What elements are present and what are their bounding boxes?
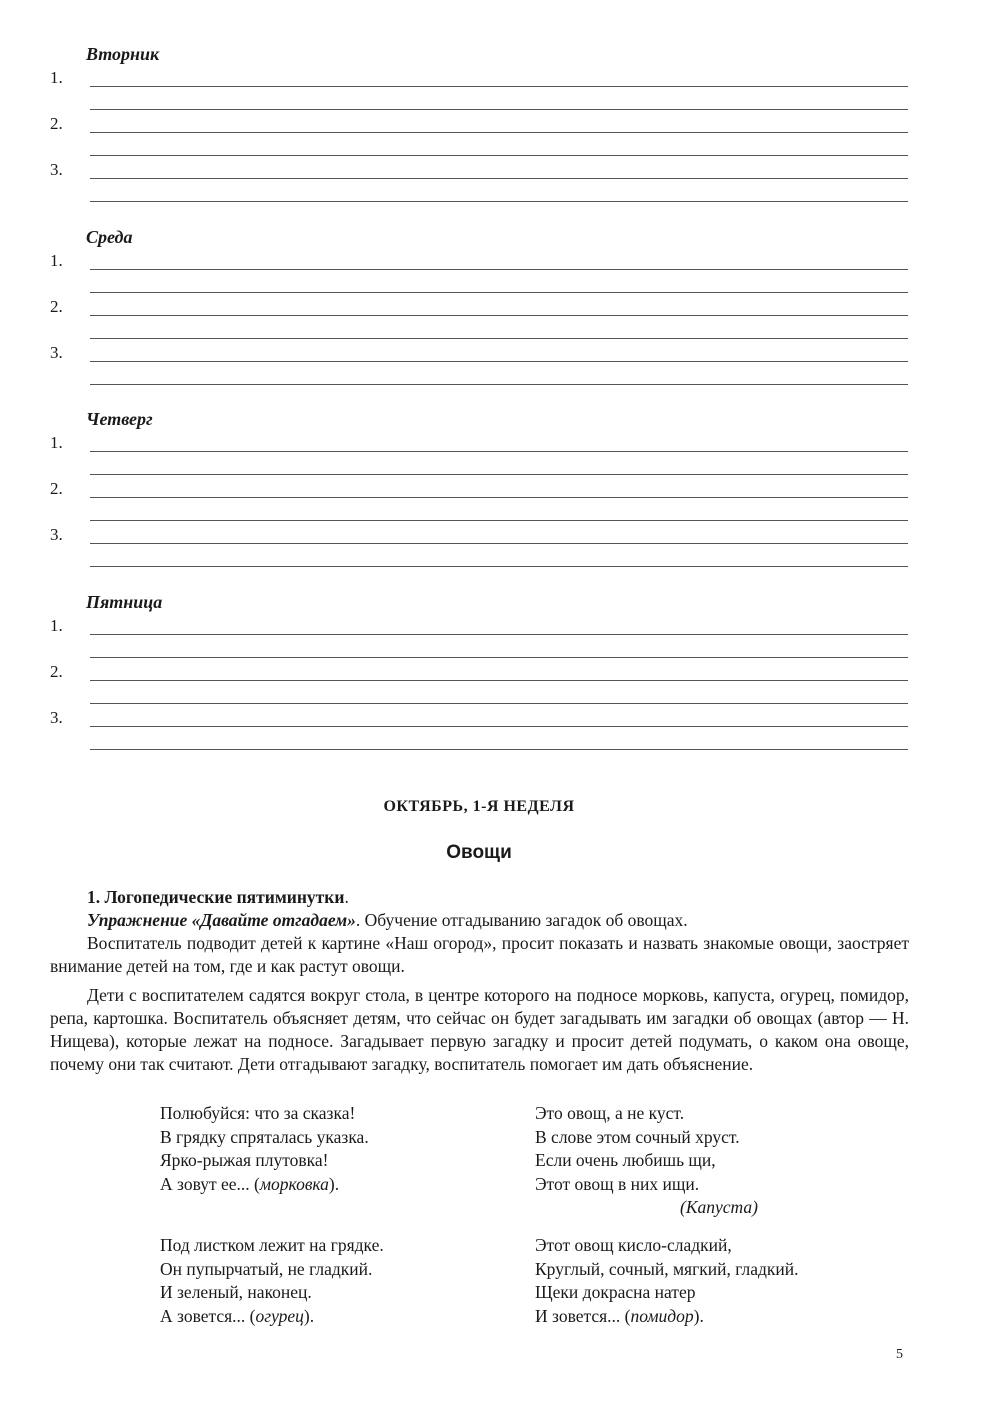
riddle-answer: огурец	[255, 1305, 304, 1326]
line-number: 2.	[50, 662, 63, 681]
line-number: 1.	[50, 68, 63, 87]
answer-line	[50, 639, 908, 661]
write-line	[90, 269, 908, 270]
line-number: 3.	[50, 343, 63, 362]
line-number: 3.	[50, 160, 63, 179]
answer-line	[50, 183, 908, 205]
write-line	[90, 451, 908, 452]
answer-line	[50, 68, 908, 90]
exercise-name: Упражнение «Давайте отгадаем»	[87, 910, 356, 930]
write-line	[90, 657, 908, 658]
answer-line	[50, 731, 908, 753]
day-title: Четверг	[86, 409, 153, 429]
answer-line	[50, 525, 908, 547]
answer-line	[50, 662, 908, 684]
write-line	[90, 292, 908, 293]
riddle-cabbage: Это овощ, а не куст. В слове этом сочный хруст. Если очень любишь щи, Этот овощ в них ищи. (Капуста)	[535, 1102, 758, 1220]
write-line	[90, 338, 908, 339]
write-line	[90, 703, 908, 704]
riddle-answer: помидор	[630, 1305, 694, 1326]
item-heading-text: 1. Логопедические пятиминутки	[87, 887, 345, 907]
riddle-answer: морковка	[259, 1173, 329, 1194]
day-title: Среда	[86, 227, 133, 247]
answer-line	[50, 685, 908, 707]
write-line	[90, 178, 908, 179]
answer-line	[50, 456, 908, 478]
answer-line	[50, 160, 908, 182]
write-line	[90, 155, 908, 156]
line-number: 1.	[50, 433, 63, 452]
day-title: Вторник	[86, 44, 160, 64]
write-line	[90, 543, 908, 544]
write-line	[90, 361, 908, 362]
answer-line	[50, 548, 908, 570]
line-number: 1.	[50, 251, 63, 270]
line-number: 2.	[50, 297, 63, 316]
line-number: 3.	[50, 525, 63, 544]
answer-line	[50, 251, 908, 273]
write-line	[90, 749, 908, 750]
answer-line	[50, 616, 908, 638]
line-number: 1.	[50, 616, 63, 635]
answer-line	[50, 297, 908, 319]
riddle-carrot: Полюбуйся: что за сказка! В грядку спряталась указка. Ярко-рыжая плутовка! А зовут ее... (морковка).	[160, 1103, 369, 1194]
write-line	[90, 132, 908, 133]
paragraph-1: Воспитатель подводит детей к картине «Наш огород», просит показать и назвать знакомые овощи, заостряет внимание детей на том, где и как растут овощи.	[50, 933, 909, 976]
day-title: Пятница	[86, 592, 163, 612]
week-heading: ОКТЯБРЬ, 1-Я НЕДЕЛЯ	[383, 798, 575, 815]
answer-line	[50, 502, 908, 524]
answer-line	[50, 274, 908, 296]
exercise-line	[87, 909, 909, 932]
line-number: 2.	[50, 479, 63, 498]
write-line	[90, 474, 908, 475]
answer-line	[50, 708, 908, 730]
write-line	[90, 86, 908, 87]
answer-line	[50, 137, 908, 159]
paragraph-2: Дети с воспитателем садятся вокруг стола, в центре которого на подносе морковь, капуста, огурец, помидор, репа, картошка. Воспитатель объясняет детям, что сейчас он будет загадывать им загадки об овощах (автор — Н. Нищева), которые лежат на подносе. Загадывает первую загадку и просит детей подумать, о каком она овоще, почему они так считают. Дети отгадывают загадку, воспитатель помогает им дать объяснение.	[50, 985, 909, 1074]
write-line	[90, 315, 908, 316]
topic-heading: Овощи	[446, 842, 512, 863]
write-line	[90, 726, 908, 727]
write-line	[90, 634, 908, 635]
write-line	[90, 566, 908, 567]
item-heading: 1. Логопедические пятиминутки.	[87, 887, 349, 907]
write-line	[90, 680, 908, 681]
answer-line	[50, 433, 908, 455]
riddle-answer: (Капуста)	[680, 1197, 758, 1217]
line-number: 3.	[50, 708, 63, 727]
write-line	[90, 520, 908, 521]
answer-line	[50, 320, 908, 342]
answer-line	[50, 479, 908, 501]
answer-line	[50, 343, 908, 365]
write-line	[90, 109, 908, 110]
answer-line	[50, 114, 908, 136]
riddle-tomato: Этот овощ кисло-сладкий, Круглый, сочный, мягкий, гладкий. Щеки докрасна натер И зовется... (помидор).	[535, 1235, 799, 1326]
write-line	[90, 497, 908, 498]
answer-line	[50, 366, 908, 388]
write-line	[90, 201, 908, 202]
riddle-cucumber: Под листком лежит на грядке. Он пупырчатый, не гладкий. И зеленый, наконец. А зовется... (огурец).	[160, 1235, 384, 1326]
line-number: 2.	[50, 114, 63, 133]
exercise-description: . Обучение отгадыванию загадок об овощах.	[355, 910, 688, 930]
page-number: 5	[896, 1347, 903, 1362]
write-line	[90, 384, 908, 385]
answer-line	[50, 91, 908, 113]
